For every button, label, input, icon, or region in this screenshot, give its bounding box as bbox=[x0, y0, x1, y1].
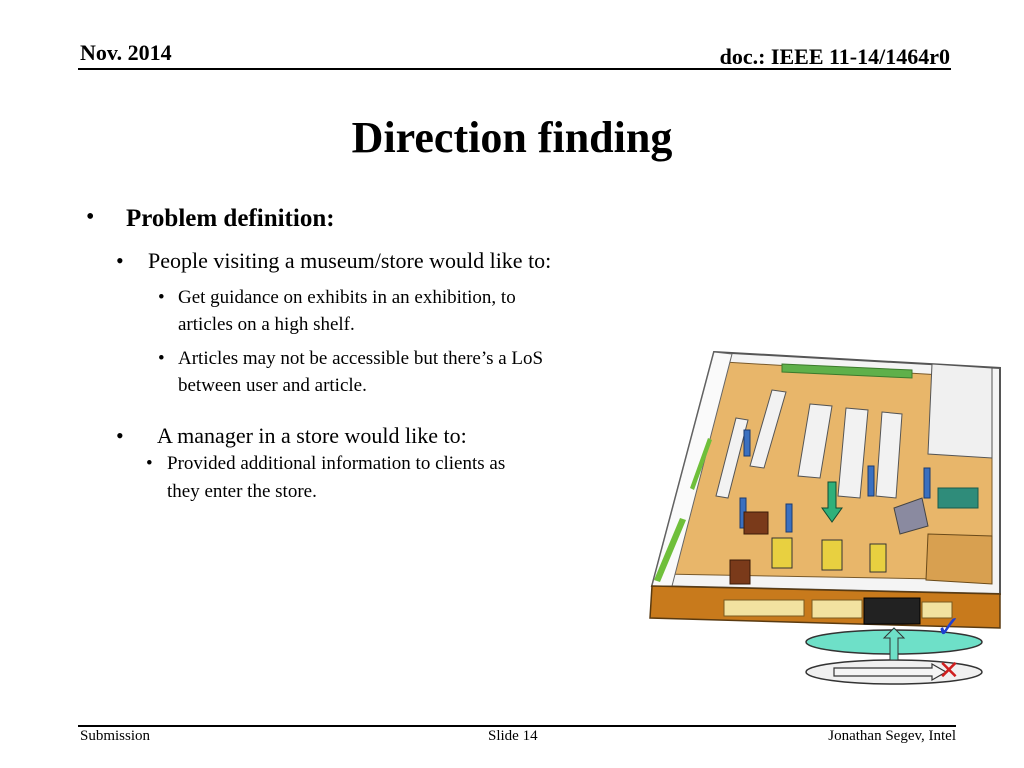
list-item-line: Get guidance on exhibits in an exhibition, to bbox=[178, 287, 516, 308]
bullet-dot: • bbox=[158, 287, 165, 308]
list-item-line: they enter the store. bbox=[167, 481, 317, 502]
header-date: Nov. 2014 bbox=[80, 40, 172, 65]
list-item-line: Articles may not be accessible but there’s a LoS bbox=[178, 348, 544, 369]
bullet-dot: • bbox=[158, 348, 165, 369]
bullet-dot: • bbox=[86, 204, 95, 230]
header-doc-id: doc.: IEEE 11-14/1464r0 bbox=[719, 44, 950, 69]
manager-intro: A manager in a store would like to: bbox=[157, 423, 467, 448]
list-item-line: Provided additional information to clients as bbox=[167, 453, 506, 474]
footer-divider bbox=[78, 725, 956, 727]
footer-submission: Submission bbox=[80, 728, 151, 744]
list-item-line: between user and article. bbox=[178, 375, 367, 396]
store-floorplan-illustration bbox=[632, 348, 1012, 690]
people-intro: People visiting a museum/store would like to: bbox=[148, 248, 552, 273]
bullet-dot: • bbox=[146, 453, 153, 474]
bullet-dot: • bbox=[116, 248, 124, 273]
footer-author: Jonathan Segev, Intel bbox=[828, 728, 956, 744]
header-divider bbox=[78, 68, 951, 70]
cross-mark-icon: ✕ bbox=[938, 656, 960, 686]
problem-definition-heading: Problem definition: bbox=[126, 205, 335, 232]
list-item-line: articles on a high shelf. bbox=[178, 314, 355, 335]
slide-title: Direction finding bbox=[351, 113, 673, 162]
slide-number: Slide 14 bbox=[488, 728, 538, 744]
bullet-dot: • bbox=[116, 423, 124, 448]
check-mark-icon: ✓ bbox=[936, 610, 962, 645]
